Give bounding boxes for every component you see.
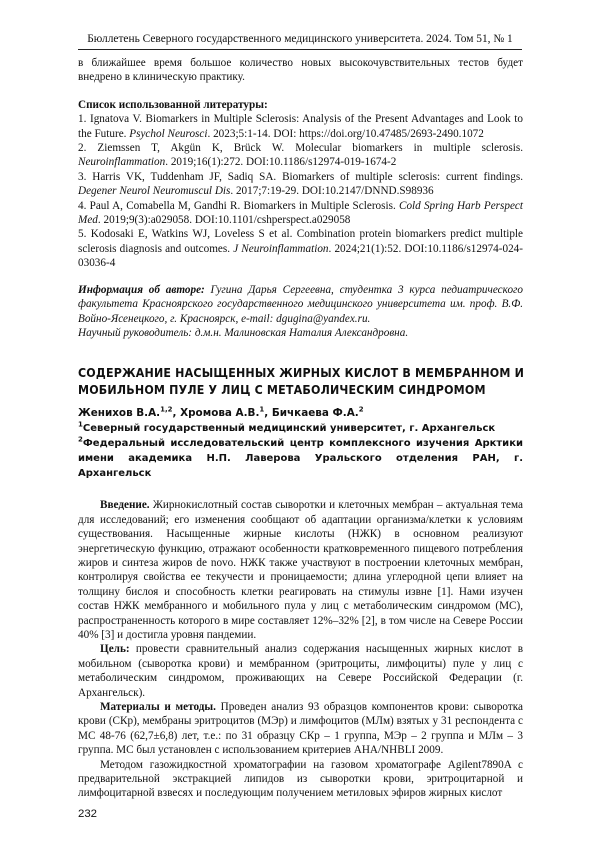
author-info-text: Гугина Дарья Сергеевна, студентка 3 курса педиатрического факультета Красноярского государственного медицинского университета им. проф. В.Ф. Войно-Ясенецкого, г. Красноярск, e-mail: dgugina@yandex.ru. (78, 283, 523, 325)
reference-list (78, 112, 523, 270)
references-heading: Список использованной литературы: (78, 98, 268, 111)
reference-item: 1. Ignatova V. Biomarkers in Multiple Sclerosis: Analysis of the Present Advantages and Look to the Future. Psychol Neurosci. 2023;5:1-14. DOI: https://doi.org/10.47485/2693-2490.1072 (78, 113, 523, 140)
goal-paragraph: Цель: провести сравнительный анализ содержания насыщенных жирных кислот в мобильном (сыворотка крови) и мембранном (эритроциты, лимфоциты) пуле у лиц с метаболическим синдромом, проживающих на Севере Российской Федерации (г. Архангельск). (78, 643, 523, 699)
article-authors: Женихов В.А.$^{1,2}$, Хромова А.В.$^1$, Бичкаева Ф.А.$^2$ (78, 405, 364, 420)
previous-article-tail: в ближайшее время большое количество новых высокочувствительных тестов будет внедрено в клиническую практику. (78, 57, 523, 84)
article-body (78, 498, 523, 801)
introduction-paragraph: Введение. Жирнокислотный состав сыворотки и клеточных мембран – актуальная тема для исследований; его изменения сообщают об адаптации организма/клетки к условиям существования. Насыщенные жирные кислоты (НЖК) в основном реализуют энергетическую функцию, отражают особенности кратковременного пищевого потребления жиров и синтеза жиров de novo. НЖК также участвуют в построении клеточных мембран, контролируя свойства ее текучести и проницаемости; длина углеродной цепи влияет на толщину бислоя и способность клетки реагировать на стимулы извне [1]. Нами изучен состав НЖК мембранного и мобильного пула у лиц с метаболическим синдромом (МС), распространенность которого в мире составляет 12%–32% [2], в том числе на Севере России 40% [3] и достигла уровня пандемии. (78, 499, 523, 641)
reference-item: 2. Ziemssen T, Akgün K, Brück W. Molecular biomarkers in multiple sclerosis. Neuroinflammation. 2019;16(1):272. DOI:10.1186/s12974-019-1674-2 (78, 142, 523, 169)
methods-paragraph: Материалы и методы. Проведен анализ 93 образцов компонентов крови: сыворотка крови (СКр), мембраны эритроцитов (МЭр) и лимфоцитов (МЛм) взятых у 31 респондента с МС 48-76 (62,7±6,8) лет, т.е.: по 31 образцу СКр – 1 группа, МЭр – 2 группа и МЛм – 3 группа. МС был установлен с использованием критериев AHA/NHBLI 2009. (78, 701, 523, 757)
affiliation-1: $^1$Северный государственный медицинский университет, г. Архангельск (78, 420, 496, 435)
reference-item: 5. Kodosaki E, Watkins WJ, Loveless S et al. Combination protein biomarkers predict multiple sclerosis diagnosis and outcomes. J Neuroinflammation. 2024;21(1):52. DOI:10.1186/s12974-024-03036-4 (78, 228, 523, 270)
author-info (78, 283, 523, 341)
reference-item: 4. Paul A, Comabella M, Gandhi R. Biomarkers in Multiple Sclerosis. Cold Spring Harb Perspect Med. 2019;9(3):a029058. DOI:10.1101/cshperspect.a029058 (78, 199, 523, 227)
page-number: 232 (78, 808, 98, 820)
article-title: СОДЕРЖАНИЕ НАСЫЩЕННЫХ ЖИРНЫХ КИСЛОТ В МЕМБРАННОМ И МОБИЛЬНОМ ПУЛЕ У ЛИЦ С МЕТАБОЛИЧЕСКИМ СИНДРОМОМ (78, 365, 525, 398)
methods-paragraph-2: Методом газожидкостной хроматографии на газовом хроматографе Agilent7890A с предварительной экстракцией липидов из сыворотки крови, эритроцитарной и лимфоцитарной взвесях и последующим получением метиловых эфиров жирных кислот (78, 758, 523, 800)
running-header: Бюллетень Северного государственного медицинского университета. 2024. Том 51, № 1 (78, 33, 522, 50)
affiliation-2: $^2$Федеральный исследовательский центр комплексного изучения Арктики имени академика Н.П. Лаверова Уральского отделения РАН, г. Архангельск (78, 435, 523, 480)
reference-item: 3. Harris VK, Tuddenham JF, Sadiq SA. Biomarkers of multiple sclerosis: current findings. Degener Neurol Neuromuscul Dis. 2017;7:19-29. DOI:10.2147/DNND.S98936 (78, 170, 523, 198)
page-content (78, 56, 523, 801)
author-info-label: Информация об авторе: (78, 283, 205, 296)
supervisor: Научный руководитель: д.м.н. Малиновская Наталия Александровна. (78, 326, 409, 339)
